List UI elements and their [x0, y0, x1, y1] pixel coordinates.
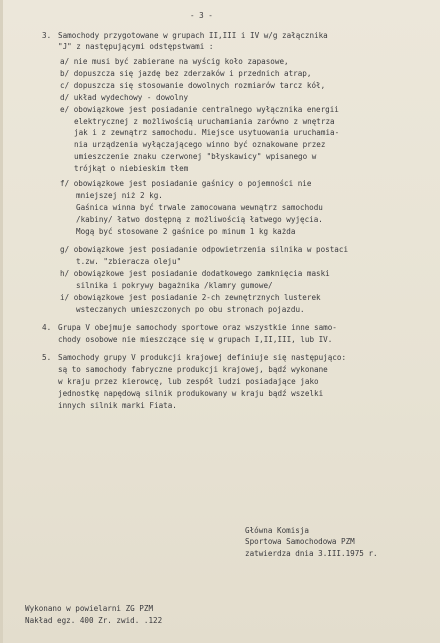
signature-line: zatwierdza dnia 3.III.1975 r. [245, 549, 378, 558]
text-line: g/ obowiązkowe jest posiadanie odpowietrzenia silnika w postaci [60, 245, 349, 254]
item-number: 4. [42, 323, 52, 332]
text-line: mniejszej niż 2 kg. [76, 191, 163, 200]
text-line: elektrycznej z możliwością uruchamiania zarówno z wnętrza [74, 117, 335, 126]
text-line: i/ obowiązkowe jest posiadanie 2-ch zewnętrznych lusterek [60, 293, 321, 302]
signature-line: Sportowa Samochodowa PZM [245, 537, 355, 546]
page-number: - 3 - [190, 11, 213, 20]
text-line: umieszczenie znaku czerwonej "błyskawicy" wpisanego w [74, 152, 317, 161]
text-line: h/ obowiązkowe jest posiadanie dodatkowego zamknięcia maski [60, 269, 330, 278]
text-line: jak i z zewnątrz samochodu. Miejsce usytuowania uruchamia- [74, 128, 340, 137]
text-line: Grupa V obejmuje samochody sportowe oraz wszystkie inne samo- [58, 323, 337, 332]
text-line: silnika i pokrywy bagażnika /klamry gumowe/ [76, 281, 273, 290]
text-line: d/ układ wydechowy - dowolny [60, 93, 189, 102]
text-line: w kraju przez kierowcę, lub zespół ludzi posiadające jako [58, 377, 319, 386]
text-line: chody osobowe nie mieszczące się w grupach I,II,III, lub IV. [58, 335, 333, 344]
text-line: Gaśnica winna być trwale zamocowana wewnątrz samochodu [76, 203, 323, 212]
item-number: 3. [42, 31, 52, 40]
text-line: c/ dopuszcza się stosowanie dowolnych rozmiarów tarcz kół, [60, 81, 326, 90]
text-line: "J" z następującymi odstępstwami : [58, 42, 214, 51]
text-line: Samochody grupy V produkcji krajowej definiuje się następująco: [58, 353, 347, 362]
text-line: t.zw. "zbieracza oleju" [76, 257, 182, 266]
text-line: trójkąt o niebieskim tłem [74, 164, 189, 173]
signature-line: Główna Komisja [245, 526, 310, 535]
text-line: innych silnik marki Fiata. [58, 401, 177, 410]
text-line: f/ obowiązkowe jest posiadanie gaśnicy o pojemności nie [60, 179, 312, 188]
text-line: są to samochody fabryczne produkcji krajowej, bądź wykonane [58, 365, 328, 374]
text-line: /kabiny/ łatwo dostępną z możliwością łatwego wyjęcia. [76, 215, 323, 224]
text-line: wsteczanych umieszczonych po obu stronach pojazdu. [76, 305, 305, 314]
item-number: 5. [42, 353, 52, 362]
text-line: nia urządzenia wyłączającego winno być oznakowane przez [74, 140, 326, 149]
text-line: jednostkę napędową silnik produkowany w kraju bądź wszelki [58, 389, 324, 398]
text-line: Mogą być stosowane 2 gaśnice po minum 1 kg każda [76, 227, 296, 236]
footer-line: Nakład egz. 400 Zr. zwid. .122 [25, 616, 163, 625]
text-line: Samochody przygotowane w grupach II,III i IV w/g załącznika [58, 31, 328, 40]
text-line: e/ obowiązkowe jest posiadanie centralnego wyłącznika energii [60, 105, 339, 114]
footer-line: Wykonano w powielarni ZG PZM [25, 604, 154, 613]
text-line: a/ nie musi być zabierane na wyścig koło zapasowe, [60, 57, 289, 66]
text-line: b/ dopuszcza się jazdę bez zderzaków i przednich atrap, [60, 69, 312, 78]
